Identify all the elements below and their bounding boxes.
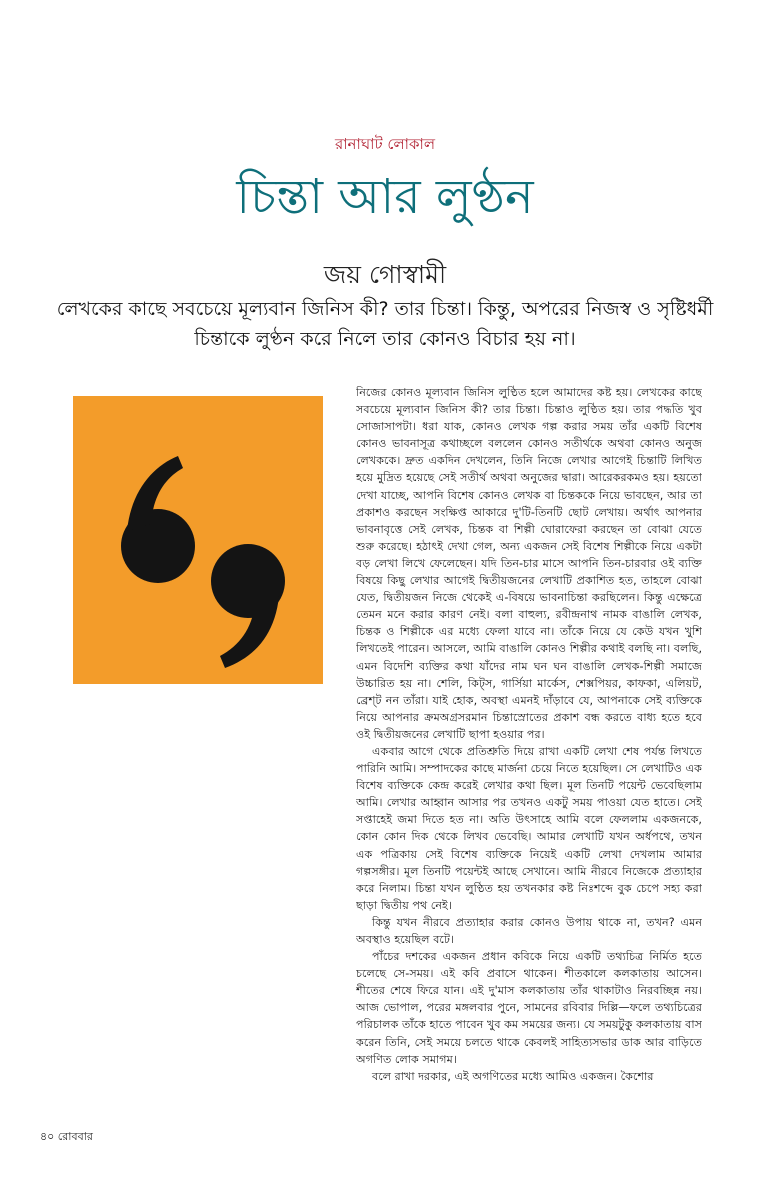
paragraph: একবার আগে থেকে প্রতিশ্রুতি দিয়ে রাখা একটি লেখা শেষ পর্যন্ত লিখতে পারিনি আমি। সম্পাদকের কাছে মার্জনা চেয়ে নিতে হয়েছিল। সে লেখাটিও এক বিশেষ ব্যক্তিকে কেন্দ্র করেই লেখার কথা ছিল। মূল তিনটি পয়েন্ট ভেবেছিলাম আমি। লেখার আহ্বান আসার পর তখনও একটু সময় পাওয়া যেত হাতে। সেই সপ্তাহেই জমা দিতে হত না। অতি উৎসাহে আমি বলে ফেললাম একজনকে, কোন কোন দিক থেকে লিখব ভেবেছি। আমার লেখাটি যখন অর্ধপথে, তখন এক পত্রিকায় সেই বিশেষ ব্যক্তিকে নিয়েই একটি লেখা দেখলাম আমার গল্পসঙ্গীর। মূল তিনটি পয়েন্টই আছে সেখানে। আমি নীরবে নিজেকে প্রত্যাহার করে নিলাম। চিন্তা যখন লুণ্ঠিত হয় তখনকার কষ্ট নিঃশব্দে বুক চেপে সহ্য করা ছাড়া দ্বিতীয় পথ নেই। — [356, 744, 702, 912]
quotation-mark-icon — [73, 396, 323, 684]
paragraph: কিন্তু যখন নীরবে প্রত্যাহার করার কোনও উপায় থাকে না, তখন? এমন অবস্থাও হয়েছিল বটে। — [356, 915, 702, 946]
article-title: চিন্তা আর লুণ্ঠন — [236, 169, 534, 225]
article-standfirst: লেখকের কাছে সবচেয়ে মূল্যবান জিনিস কী? তার চিন্তা। কিন্তু, অপরের নিজস্ব ও সৃষ্টিধর্মী চিন্তাকে লুণ্ঠন করে নিলে তার কোনও বিচার হয় না। — [56, 298, 714, 350]
author-byline: জয় গোস্বামী — [323, 260, 447, 289]
paragraph: নিজের কোনও মূল্যবান জিনিস লুণ্ঠিত হলে আমাদের কষ্ট হয়। লেখকের কাছে সবচেয়ে মূল্যবান জিনিস কী? তার চিন্তা। চিন্তাও লুণ্ঠিত হয়। তার পদ্ধতি খুব সোজাসাপটা। ধরা যাক, কোনও লেখক গল্প করার সময় তাঁর একটি বিশেষ কোনও ভাবনাসূত্র কথাচ্ছলে বললেন কোনও সতীর্থকে অথবা কোনও অনুজ লেখককে। দ্রুত একদিন দেখলেন, তিনি নিজে লেখার আগেই চিন্তাটি লিখিত হয়ে মুদ্রিত হয়েছে সেই সতীর্থ অথবা অনুজের দ্বারা। আরেকরকমও হয়। হয়তো দেখা যাচ্ছে, আপনি বিশেষ কোনও লেখক বা চিন্তককে নিয়ে ভাবছেন, আর তা প্রকাশও করছেন সংক্ষিপ্ত আকারে দু'টি-তিনটি ছোট লেখায়। অর্থাৎ আপনার ভাবনাবৃত্তে সেই লেখক, চিন্তক বা শিল্পী ঘোরাফেরা করছেন তা বোঝা যেতে শুরু করেছে। হঠাৎই দেখা গেল, অন্য একজন সেই বিশেষ শিল্পীকে নিয়ে একটা বড় লেখা লিখে ফেলেছেন। যদি তিন-চার মাসে আপনি তিন-চারবার ওই ব্যক্তি বিষয়ে কিছু লেখার আগেই দ্বিতীয়জনের লেখাটি প্রকাশিত হত, তাহলে বোঝা যেত, দ্বিতীয়জন নিজে থেকেই এ-বিষয়ে ভাবনাচিন্তা করছিলেন। কিন্তু এক্ষেত্রে তেমন মনে করার কারণ নেই। বলা বাহুল্য, রবীন্দ্রনাথ নামক বাঙালি লেখক, চিন্তক ও শিল্পীকে এর মধ্যে ফেলা যাবে না। তাঁকে নিয়ে যে কেউ যখন খুশি লিখতেই পারেন। আসলে, আমি বাঙালি কোনও শিল্পীর কথাই বলছি না। বলছি, এমন বিদেশি ব্যক্তির কথা যাঁদের নাম ঘন ঘন বাঙালি লেখক-শিল্পী সমাজে উচ্চারিত হয় না। শেলি, কিট্‌স, গার্সিয়া মার্কেস, শেক্সপিয়র, কাফকা, এলিয়ট, ব্রেশ্‌ট নন তাঁরা। যাই হোক, অবস্থা এমনই দাঁড়াবে যে, আপনাকে সেই ব্যক্তিকে নিয়ে আপনার ক্রমঅগ্রসরমান চিন্তাস্রোতের প্রকাশ বন্ধ করতে বাধ্য হতে হবে ওই দ্বিতীয়জনের লেখাটি ছাপা হওয়ার পর। — [356, 386, 702, 741]
article-body — [356, 384, 702, 1154]
paragraph: পাঁচের দশকের একজন প্রধান কবিকে নিয়ে একটি তথ্যচিত্র নির্মিত হতে চলেছে সে-সময়। এই কবি প্রবাসে থাকেন। শীতকালে কলকাতায় আসেন। শীতের শেষে ফিরে যান। এই দু'মাস কলকাতায় তাঁর থাকাটাও নিরবচ্ছিন্ন নয়। আজ ভোপাল, পরের মঙ্গলবার পুনে, সামনের রবিবার দিল্লি—ফলে তথ্যচিত্রের পরিচালক তাঁকে হাতে পাবেন খুব কম সময়ের জন্য। যে সময়টুকু কলকাতায় বাস করেন তিনি, সেই সময়ে চলতে থাকে কেবলই সাহিত্যসভার ডাক আর বাড়িতে অগণিত লোক সমাগম। — [356, 950, 702, 1066]
paragraph: বলে রাখা দরকার, এই অগণিতের মধ্যে আমিও একজন। কৈশোর — [372, 1069, 654, 1083]
section-kicker: রানাঘাট লোকাল — [334, 135, 436, 153]
page-footer: ৪০ রোববার — [40, 1130, 93, 1143]
quote-illustration — [73, 396, 323, 684]
